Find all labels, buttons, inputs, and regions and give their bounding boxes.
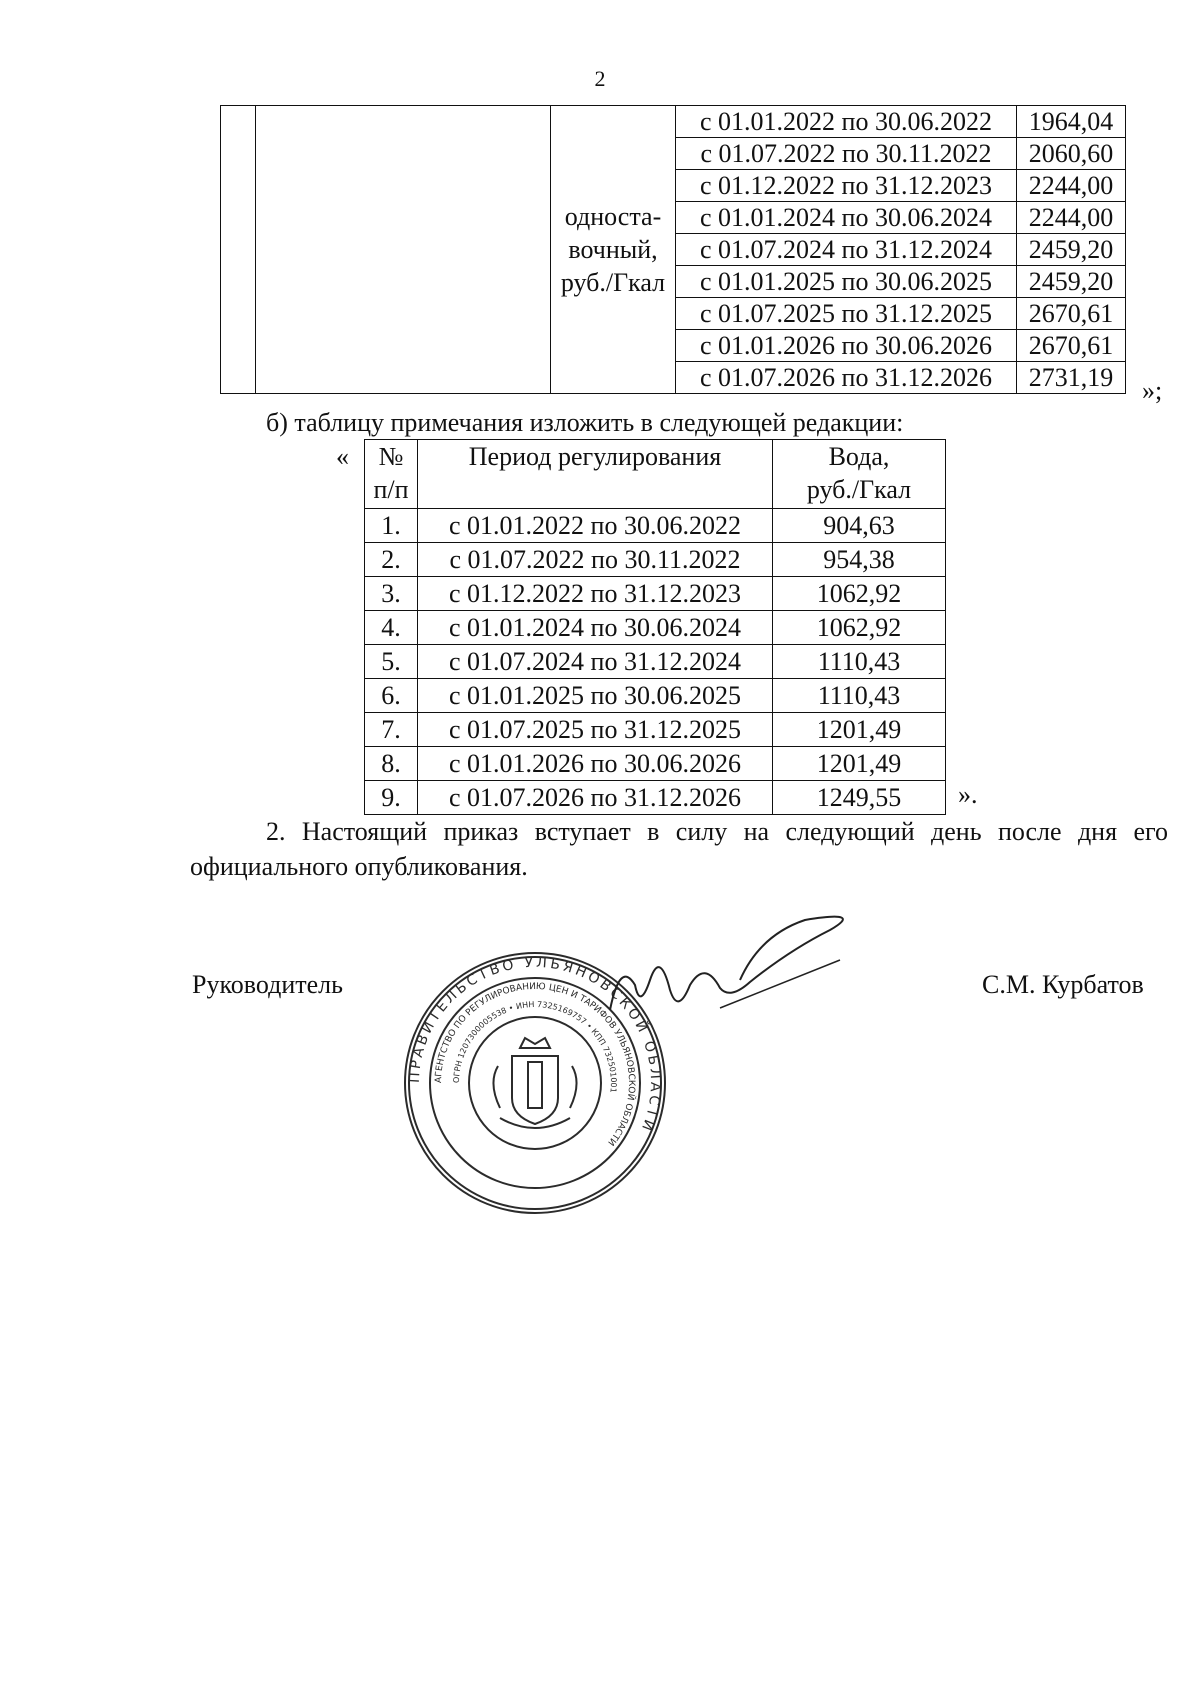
note-num: 7.	[365, 713, 418, 747]
header-value: Вода, руб./Гкал	[773, 440, 946, 509]
note-row	[365, 645, 946, 679]
note-period: с 01.01.2022 по 30.06.2022	[418, 509, 773, 543]
tariff-value: 2459,20	[1017, 266, 1126, 298]
tariff-period: с 01.01.2025 по 30.06.2025	[676, 266, 1017, 298]
note-value: 1110,43	[773, 645, 946, 679]
tariff-period: с 01.01.2022 по 30.06.2022	[676, 106, 1017, 138]
note-row	[365, 543, 946, 577]
tariff-value: 2244,00	[1017, 170, 1126, 202]
table2-closing-quote: ».	[958, 780, 978, 809]
seal-outer-text: ПРАВИТЕЛЬСТВО УЛЬЯНОВСКОЙ ОБЛАСТИ	[406, 954, 664, 1136]
note-period: с 01.01.2026 по 30.06.2026	[418, 747, 773, 781]
tariff-period: с 01.07.2024 по 31.12.2024	[676, 234, 1017, 266]
note-value: 1201,49	[773, 747, 946, 781]
note-value: 1249,55	[773, 781, 946, 815]
note-table	[364, 439, 946, 815]
note-num: 2.	[365, 543, 418, 577]
note-period: с 01.07.2025 по 31.12.2025	[418, 713, 773, 747]
note-value: 1110,43	[773, 679, 946, 713]
note-period: с 01.07.2022 по 30.11.2022	[418, 543, 773, 577]
note-period: с 01.07.2026 по 31.12.2026	[418, 781, 773, 815]
tariff-period: с 01.01.2024 по 30.06.2024	[676, 202, 1017, 234]
signatory-name: С.М. Курбатов	[982, 970, 1144, 999]
header-period: Период регулирования	[418, 440, 773, 509]
note-value: 1062,92	[773, 611, 946, 645]
tariff-period: с 01.12.2022 по 31.12.2023	[676, 170, 1017, 202]
note-num: 4.	[365, 611, 418, 645]
note-table-header	[365, 440, 946, 509]
note-num: 9.	[365, 781, 418, 815]
note-num: 6.	[365, 679, 418, 713]
note-row	[365, 679, 946, 713]
signatory-position: Руководитель	[192, 970, 343, 999]
note-value: 954,38	[773, 543, 946, 577]
tariff-value: 2731,19	[1017, 362, 1126, 394]
tariff-period: с 01.01.2026 по 30.06.2026	[676, 330, 1017, 362]
empty-name-cell	[256, 106, 551, 394]
tariff-period: с 01.07.2022 по 30.11.2022	[676, 138, 1017, 170]
note-row	[365, 509, 946, 543]
paragraph-2: 2. Настоящий приказ вступает в силу на следующий день после дня его официального опубликования.	[190, 817, 1168, 881]
tariff-table-continuation	[220, 105, 1126, 394]
table1-closing-quote: »;	[1142, 376, 1163, 405]
tariff-value: 1964,04	[1017, 106, 1126, 138]
tariff-value: 2670,61	[1017, 298, 1126, 330]
note-period: с 01.01.2024 по 30.06.2024	[418, 611, 773, 645]
tariff-period: с 01.07.2026 по 31.12.2026	[676, 362, 1017, 394]
note-row	[365, 781, 946, 815]
tariff-value: 2060,60	[1017, 138, 1126, 170]
note-row	[365, 611, 946, 645]
note-period: с 01.07.2024 по 31.12.2024	[418, 645, 773, 679]
paragraph-b: б) таблицу примечания изложить в следующей редакции:	[266, 408, 904, 437]
table2-opening-quote: «	[336, 442, 349, 471]
seal-id-text: ОГРН 1207300005538 • ИНН 7325169757 • КПП 732501001	[451, 999, 619, 1094]
handwritten-signature	[590, 890, 890, 1040]
note-num: 3.	[365, 577, 418, 611]
tariff-value: 2670,61	[1017, 330, 1126, 362]
note-row	[365, 747, 946, 781]
note-num: 8.	[365, 747, 418, 781]
page-number: 2	[594, 66, 606, 91]
note-num: 1.	[365, 509, 418, 543]
note-value: 1062,92	[773, 577, 946, 611]
note-period: с 01.12.2022 по 31.12.2023	[418, 577, 773, 611]
note-value: 904,63	[773, 509, 946, 543]
tariff-unit-cell: односта- вочный, руб./Гкал	[551, 106, 676, 394]
header-num: № п/п	[365, 440, 418, 509]
note-value: 1201,49	[773, 713, 946, 747]
seal-inner-text: АГЕНТСТВО ПО РЕГУЛИРОВАНИЮ ЦЕН И ТАРИФОВ УЛЬЯНОВСКОЙ ОБЛАСТИ	[433, 981, 637, 1148]
tariff-value: 2244,00	[1017, 202, 1126, 234]
note-row	[365, 713, 946, 747]
tariff-value: 2459,20	[1017, 234, 1126, 266]
note-row	[365, 577, 946, 611]
note-num: 5.	[365, 645, 418, 679]
note-period: с 01.01.2025 по 30.06.2025	[418, 679, 773, 713]
empty-num-cell	[221, 106, 256, 394]
tariff-row	[221, 106, 1126, 138]
tariff-period: с 01.07.2025 по 31.12.2025	[676, 298, 1017, 330]
